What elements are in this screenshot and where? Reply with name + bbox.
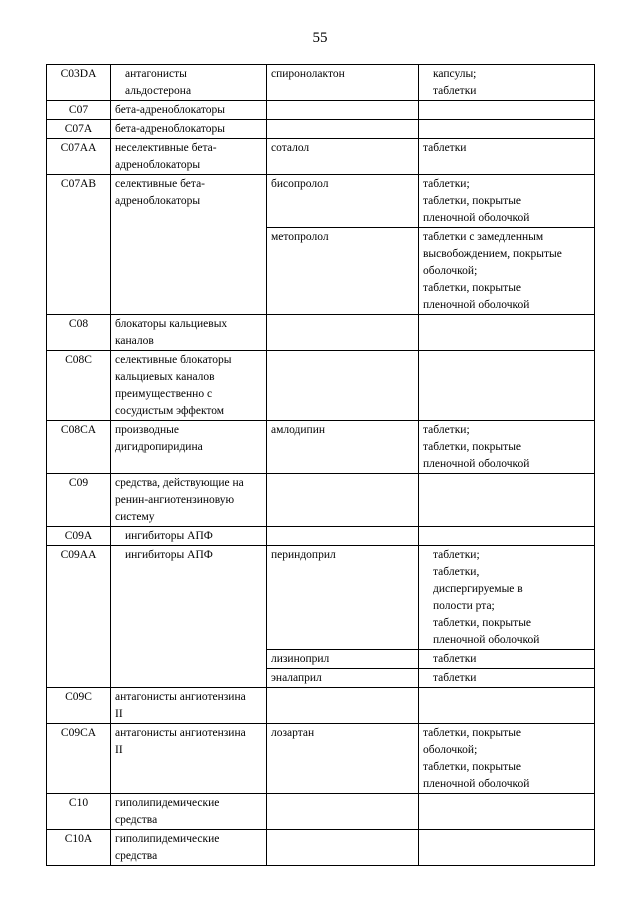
atc-code-cell: C08 bbox=[47, 315, 111, 351]
drug-name-cell bbox=[267, 794, 419, 830]
cell-line: антагонисты ангиотензина bbox=[115, 727, 246, 739]
group-name-cell bbox=[111, 139, 267, 175]
cell-line: дигидропиридина bbox=[115, 441, 203, 453]
cell-line: пленочной оболочкой bbox=[433, 634, 540, 646]
atc-code-cell: C07AB bbox=[47, 175, 111, 315]
cell-line: таблетки, покрытые bbox=[423, 441, 522, 453]
group-name-cell bbox=[111, 794, 267, 830]
dosage-form-cell bbox=[419, 120, 595, 139]
cell-line: таблетки bbox=[423, 142, 467, 154]
atc-code-cell: C07AA bbox=[47, 139, 111, 175]
cell-line: селективные бета- bbox=[115, 178, 206, 190]
table-row bbox=[47, 830, 595, 866]
cell-line: II bbox=[115, 744, 123, 756]
cell-line: таблетки, bbox=[433, 566, 480, 578]
drug-name-cell: амлодипин bbox=[267, 421, 419, 474]
table-row bbox=[47, 175, 595, 228]
cell-line: пленочной оболочкой bbox=[423, 299, 530, 311]
cell-line: оболочкой; bbox=[423, 744, 478, 756]
group-name-cell bbox=[111, 546, 267, 688]
cell-line: пленочной оболочкой bbox=[423, 778, 530, 790]
drug-name-cell: лизиноприл bbox=[267, 650, 419, 669]
cell-line: каналов bbox=[115, 335, 154, 347]
cell-line: таблетки; bbox=[433, 549, 480, 561]
cell-line: неселективные бета- bbox=[115, 142, 217, 154]
atc-code-cell: C03DA bbox=[47, 65, 111, 101]
drug-table bbox=[46, 64, 595, 866]
drug-name-cell bbox=[267, 101, 419, 120]
atc-code-cell: C09AA bbox=[47, 546, 111, 688]
group-name-cell bbox=[111, 351, 267, 421]
cell-line: средства, действующие на bbox=[115, 477, 244, 489]
cell-line: высвобождением, покрытые bbox=[423, 248, 562, 260]
cell-line: таблетки bbox=[433, 85, 477, 97]
cell-line: сосудистым эффектом bbox=[115, 405, 225, 417]
cell-line: бета-адреноблокаторы bbox=[115, 123, 225, 135]
dosage-form-cell bbox=[419, 527, 595, 546]
group-name-cell bbox=[111, 315, 267, 351]
dosage-form-cell bbox=[419, 65, 595, 101]
group-name-cell bbox=[111, 688, 267, 724]
group-name-cell bbox=[111, 724, 267, 794]
drug-name-cell bbox=[267, 830, 419, 866]
dosage-form-cell bbox=[419, 669, 595, 688]
cell-line: ингибиторы АПФ bbox=[125, 530, 213, 542]
cell-line: капсулы; bbox=[433, 68, 477, 80]
drug-name-cell bbox=[267, 688, 419, 724]
group-name-cell bbox=[111, 65, 267, 101]
cell-line: бета-адреноблокаторы bbox=[115, 104, 225, 116]
cell-line: гиполипидемические bbox=[115, 833, 220, 845]
cell-line: производные bbox=[115, 424, 179, 436]
dosage-form-cell bbox=[419, 139, 595, 175]
cell-line: II bbox=[115, 708, 123, 720]
atc-code-cell: C10 bbox=[47, 794, 111, 830]
atc-code-cell: C07 bbox=[47, 101, 111, 120]
cell-line: кальциевых каналов bbox=[115, 371, 215, 383]
dosage-form-cell bbox=[419, 546, 595, 650]
table-row bbox=[47, 546, 595, 650]
table-row bbox=[47, 139, 595, 175]
group-name-cell bbox=[111, 175, 267, 315]
drug-name-cell: метопролол bbox=[267, 228, 419, 315]
dosage-form-cell bbox=[419, 688, 595, 724]
atc-code-cell: C10A bbox=[47, 830, 111, 866]
cell-line: диспергируемые в bbox=[433, 583, 523, 595]
cell-line: таблетки bbox=[433, 672, 477, 684]
drug-name-cell bbox=[267, 351, 419, 421]
cell-line: гиполипидемические bbox=[115, 797, 220, 809]
atc-code-cell: C09A bbox=[47, 527, 111, 546]
table-row bbox=[47, 101, 595, 120]
drug-name-cell: соталол bbox=[267, 139, 419, 175]
cell-line: таблетки, покрытые bbox=[433, 617, 532, 629]
drug-name-cell: периндоприл bbox=[267, 546, 419, 650]
cell-line: таблетки с замедленным bbox=[423, 231, 544, 243]
cell-line: таблетки, покрытые bbox=[423, 195, 522, 207]
drug-name-cell: бисопролол bbox=[267, 175, 419, 228]
atc-code-cell: C09 bbox=[47, 474, 111, 527]
cell-line: систему bbox=[115, 511, 155, 523]
dosage-form-cell bbox=[419, 421, 595, 474]
dosage-form-cell bbox=[419, 351, 595, 421]
cell-line: средства bbox=[115, 814, 158, 826]
group-name-cell bbox=[111, 101, 267, 120]
table-row bbox=[47, 421, 595, 474]
table-row bbox=[47, 527, 595, 546]
atc-code-cell: C09C bbox=[47, 688, 111, 724]
group-name-cell bbox=[111, 120, 267, 139]
group-name-cell bbox=[111, 527, 267, 546]
cell-line: блокаторы кальциевых bbox=[115, 318, 228, 330]
cell-line: антагонисты ангиотензина bbox=[115, 691, 246, 703]
dosage-form-cell bbox=[419, 830, 595, 866]
table-row bbox=[47, 120, 595, 139]
table-body bbox=[47, 65, 595, 866]
cell-line: таблетки, покрытые bbox=[423, 282, 522, 294]
table-row bbox=[47, 724, 595, 794]
cell-line: таблетки, покрытые bbox=[423, 727, 522, 739]
drug-name-cell bbox=[267, 527, 419, 546]
dosage-form-cell bbox=[419, 794, 595, 830]
cell-line: пленочной оболочкой bbox=[423, 212, 530, 224]
table-row bbox=[47, 351, 595, 421]
drug-name-cell bbox=[267, 315, 419, 351]
cell-line: антагонисты bbox=[125, 68, 187, 80]
cell-line: таблетки; bbox=[423, 178, 470, 190]
cell-line: адреноблокаторы bbox=[115, 195, 201, 207]
cell-line: преимущественно с bbox=[115, 388, 213, 400]
drug-name-cell: спиронолактон bbox=[267, 65, 419, 101]
table-row bbox=[47, 794, 595, 830]
group-name-cell bbox=[111, 830, 267, 866]
cell-line: ренин-ангиотензиновую bbox=[115, 494, 235, 506]
dosage-form-cell bbox=[419, 228, 595, 315]
table-row bbox=[47, 474, 595, 527]
atc-code-cell: C07A bbox=[47, 120, 111, 139]
page-number: 55 bbox=[312, 30, 328, 46]
cell-line: таблетки bbox=[433, 653, 477, 665]
drug-name-cell bbox=[267, 120, 419, 139]
cell-line: адреноблокаторы bbox=[115, 159, 201, 171]
cell-line: полости рта; bbox=[433, 600, 495, 612]
cell-line: селективные блокаторы bbox=[115, 354, 232, 366]
cell-line: оболочкой; bbox=[423, 265, 478, 277]
cell-line: таблетки; bbox=[423, 424, 470, 436]
drug-name-cell: лозартан bbox=[267, 724, 419, 794]
atc-code-cell: C08C bbox=[47, 351, 111, 421]
table-row bbox=[47, 688, 595, 724]
table-row bbox=[47, 65, 595, 101]
dosage-form-cell bbox=[419, 474, 595, 527]
group-name-cell bbox=[111, 421, 267, 474]
cell-line: таблетки, покрытые bbox=[423, 761, 522, 773]
table-row bbox=[47, 315, 595, 351]
cell-line: альдостерона bbox=[125, 85, 192, 97]
cell-line: пленочной оболочкой bbox=[423, 458, 530, 470]
atc-code-cell: C08CA bbox=[47, 421, 111, 474]
cell-line: средства bbox=[115, 850, 158, 862]
group-name-cell bbox=[111, 474, 267, 527]
drug-name-cell: эналаприл bbox=[267, 669, 419, 688]
dosage-form-cell bbox=[419, 101, 595, 120]
atc-code-cell: C09CA bbox=[47, 724, 111, 794]
cell-line: ингибиторы АПФ bbox=[125, 549, 213, 561]
dosage-form-cell bbox=[419, 315, 595, 351]
dosage-form-cell bbox=[419, 650, 595, 669]
drug-name-cell bbox=[267, 474, 419, 527]
dosage-form-cell bbox=[419, 175, 595, 228]
dosage-form-cell bbox=[419, 724, 595, 794]
